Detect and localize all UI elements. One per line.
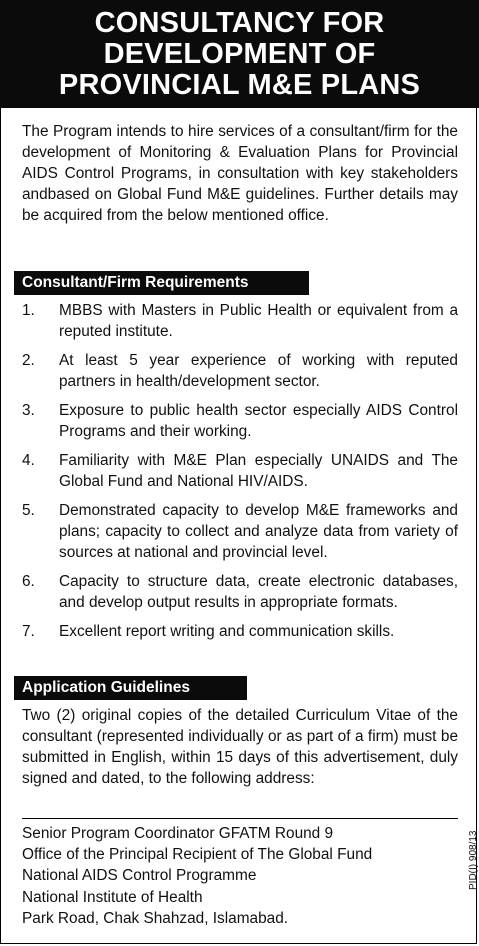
header-line-2: DEVELOPMENT OF <box>103 38 376 70</box>
requirement-text: Capacity to structure data, create electronic databases, and develop output results in appropriate formats. <box>59 573 458 611</box>
requirement-item <box>22 450 458 492</box>
requirement-number: 3. <box>22 402 35 419</box>
requirement-number: 2. <box>22 352 35 369</box>
address-line: Park Road, Chak Shahzad, Islamabad. <box>22 909 289 927</box>
requirement-text: Demonstrated capacity to develop M&E frameworks and plans; capacity to collect and analyze data from variety of sources at national and provincial level. <box>59 502 458 561</box>
requirement-number: 1. <box>22 302 35 319</box>
address-line: National Institute of Health <box>22 888 203 906</box>
requirement-text: Exposure to public health sector especially AIDS Control Programs and their working. <box>59 402 458 440</box>
requirement-item <box>22 350 458 392</box>
application-paragraph: Two (2) original copies of the detailed Curriculum Vitae of the consultant (represented individually or as part of a firm) must be submitted in English, within 15 days of this advertisement, duly signed and dated, to the following address: <box>22 707 458 787</box>
requirement-item <box>22 400 458 442</box>
mailing-address <box>22 823 452 929</box>
requirement-item <box>22 300 458 342</box>
pid-reference: PID(I) 908/13 <box>468 830 479 890</box>
address-line: Senior Program Coordinator GFATM Round 9 <box>22 825 334 842</box>
requirement-item <box>22 500 458 563</box>
advertisement-header <box>0 0 479 108</box>
intro-paragraph: The Program intends to hire services of a consultant/firm for the development of Monitoring & Evaluation Plans for Provincial AIDS Control Programs, in consultation with key stakeholders andbased on Global Fund M&E guidelines. Further details may be acquired from the below mentioned office. <box>22 123 458 224</box>
requirement-item <box>22 571 458 613</box>
address-line: National AIDS Control Programme <box>22 867 257 885</box>
requirement-text: Excellent report writing and communication skills. <box>59 623 395 640</box>
header-line-3: PROVINCIAL M&E PLANS <box>58 69 421 101</box>
application-heading: Application Guidelines <box>14 676 247 700</box>
requirement-number: 6. <box>22 573 35 590</box>
requirements-list <box>22 300 458 642</box>
requirement-text: Familiarity with M&E Plan especially UNAIDS and The Global Fund and National HIV/AIDS. <box>59 452 458 490</box>
requirement-text: MBBS with Masters in Public Health or equivalent from a reputed institute. <box>59 302 458 340</box>
requirement-number: 5. <box>22 502 35 519</box>
address-line: Office of the Principal Recipient of The Global Fund <box>22 846 373 864</box>
divider <box>22 818 458 819</box>
requirement-number: 7. <box>22 623 35 640</box>
header-line-1: CONSULTANCY FOR <box>94 7 385 39</box>
requirements-heading: Consultant/Firm Requirements <box>14 271 309 295</box>
requirement-item <box>22 621 458 642</box>
requirement-text: At least 5 year experience of working with reputed partners in health/development sector. <box>59 352 458 390</box>
requirement-number: 4. <box>22 452 35 469</box>
